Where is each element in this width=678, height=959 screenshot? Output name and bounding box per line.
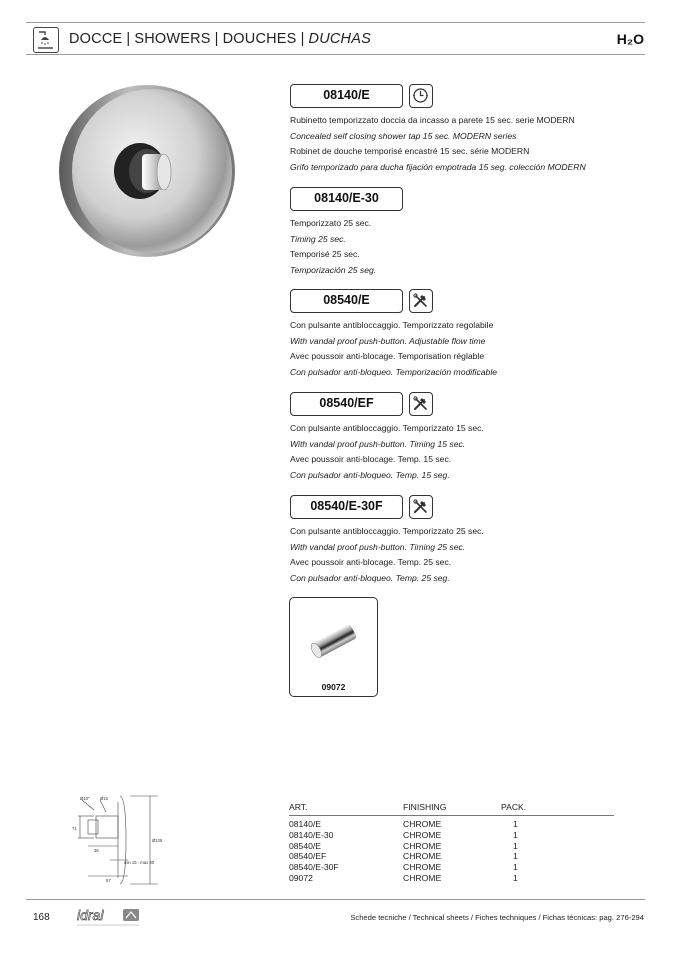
dim-label: Ø125 [152, 838, 163, 843]
table-row: 08140/E-30 CHROME 1 [289, 829, 518, 840]
accessory-card [289, 597, 378, 697]
article-code-08140-e: 08140/E [290, 84, 403, 108]
shower-icon [33, 27, 59, 53]
desc-it: Temporizzato 25 sec. [290, 218, 372, 228]
title-docce: DOCCE [69, 31, 123, 47]
idral-logo [77, 906, 145, 928]
article-code-08540-e: 08540/E [290, 289, 403, 313]
desc-en: With vandal proof push-button. Timing 15 sec. [290, 438, 466, 449]
article-code-08540-ef: 08540/EF [290, 392, 403, 416]
tools-icon [409, 495, 433, 519]
desc-es: Temporización 25 seg. [290, 264, 377, 275]
article-table [289, 802, 614, 884]
article-description [290, 113, 586, 175]
technical-sheets-note: Schede tecniche / Technical sheets / Fiches techniques / Fichas técnicas: pag. 276-294 [350, 913, 644, 922]
h2o-logo: H₂O [616, 31, 644, 47]
desc-it: Con pulsante antibloccaggio. Temporizzato 25 sec. [290, 526, 484, 536]
clock-icon [409, 84, 433, 108]
tools-icon [409, 392, 433, 416]
header-pack: PACK. [501, 802, 527, 812]
header-bottom-rule [26, 54, 645, 55]
header-finishing: FINISHING [403, 802, 447, 812]
desc-it: Con pulsante antibloccaggio. Temporizzato regolabile [290, 320, 494, 330]
header-art: ART. [289, 802, 308, 812]
table-row: 08540/E CHROME 1 [289, 840, 518, 851]
article-code-08140-e-30: 08140/E-30 [290, 187, 403, 211]
desc-fr: Avec poussoir anti-blocage. Temporisation réglable [290, 351, 485, 361]
desc-es: Con pulsador anti-bloqueo. Temp. 15 seg. [290, 469, 450, 480]
tools-icon [409, 289, 433, 313]
article-description [290, 421, 484, 483]
dim-label: Ø15 [100, 796, 108, 801]
article-description [290, 216, 376, 278]
desc-en: Concealed self closing shower tap 15 sec. MODERN series [290, 130, 517, 141]
table-row: 09072 CHROME 1 [289, 872, 518, 883]
title-showers: SHOWERS [134, 31, 211, 47]
section-title: DOCCE | SHOWERS | DOUCHES | DUCHAS [69, 31, 371, 47]
dim-label: 36 [94, 848, 99, 853]
article-code-08540-e-30f: 08540/E-30F [290, 495, 403, 519]
desc-fr: Robinet de douche temporisé encastré 15 sec. série MODERN [290, 146, 530, 156]
desc-en: With vandal proof push-button. Timing 25 sec. [290, 541, 466, 552]
dim-label: Ø10" [80, 796, 90, 801]
dim-label: min 15 - max 30 [124, 860, 155, 865]
header-top-rule [26, 22, 645, 23]
desc-en: With vandal proof push-button. Adjustable flow time [290, 335, 486, 346]
desc-it: Con pulsante antibloccaggio. Temporizzato 15 sec. [290, 423, 484, 433]
desc-es: Con pulsador anti-bloqueo. Temporización modificable [290, 366, 498, 377]
footer-rule [26, 899, 645, 900]
table-row: 08540/EF CHROME 1 [289, 851, 518, 862]
dim-label: 71 [72, 826, 77, 831]
title-douches: DOUCHES [222, 31, 297, 47]
table-row: 08140/E CHROME 1 [289, 819, 518, 829]
article-description [290, 318, 497, 380]
desc-fr: Avec poussoir anti-blocage. Temp. 15 sec. [290, 454, 452, 464]
push-button-image [300, 610, 368, 672]
desc-es: Con pulsador anti-bloqueo. Temp. 25 seg. [290, 572, 450, 583]
svg-text:idral: idral [77, 907, 104, 923]
table-header [289, 802, 614, 816]
title-duchas: DUCHAS [308, 31, 371, 47]
table-row: 08540/E-30F CHROME 1 [289, 862, 518, 873]
desc-es: Grifo temporizado para ducha fijación empotrada 15 seg. colección MODERN [290, 161, 586, 172]
desc-it: Rubinetto temporizzato doccia da incasso a parete 15 sec. serie MODERN [290, 115, 575, 125]
dim-label: 57 [106, 878, 111, 883]
shower-tap-image [52, 85, 242, 260]
technical-drawing [70, 790, 170, 890]
desc-en: Timing 25 sec. [290, 233, 346, 244]
article-description [290, 524, 484, 586]
accessory-code: 09072 [321, 682, 346, 692]
desc-fr: Avec poussoir anti-blocage. Temp. 25 sec. [290, 557, 452, 567]
page-number: 168 [33, 912, 50, 923]
desc-fr: Temporisé 25 sec. [290, 249, 360, 259]
